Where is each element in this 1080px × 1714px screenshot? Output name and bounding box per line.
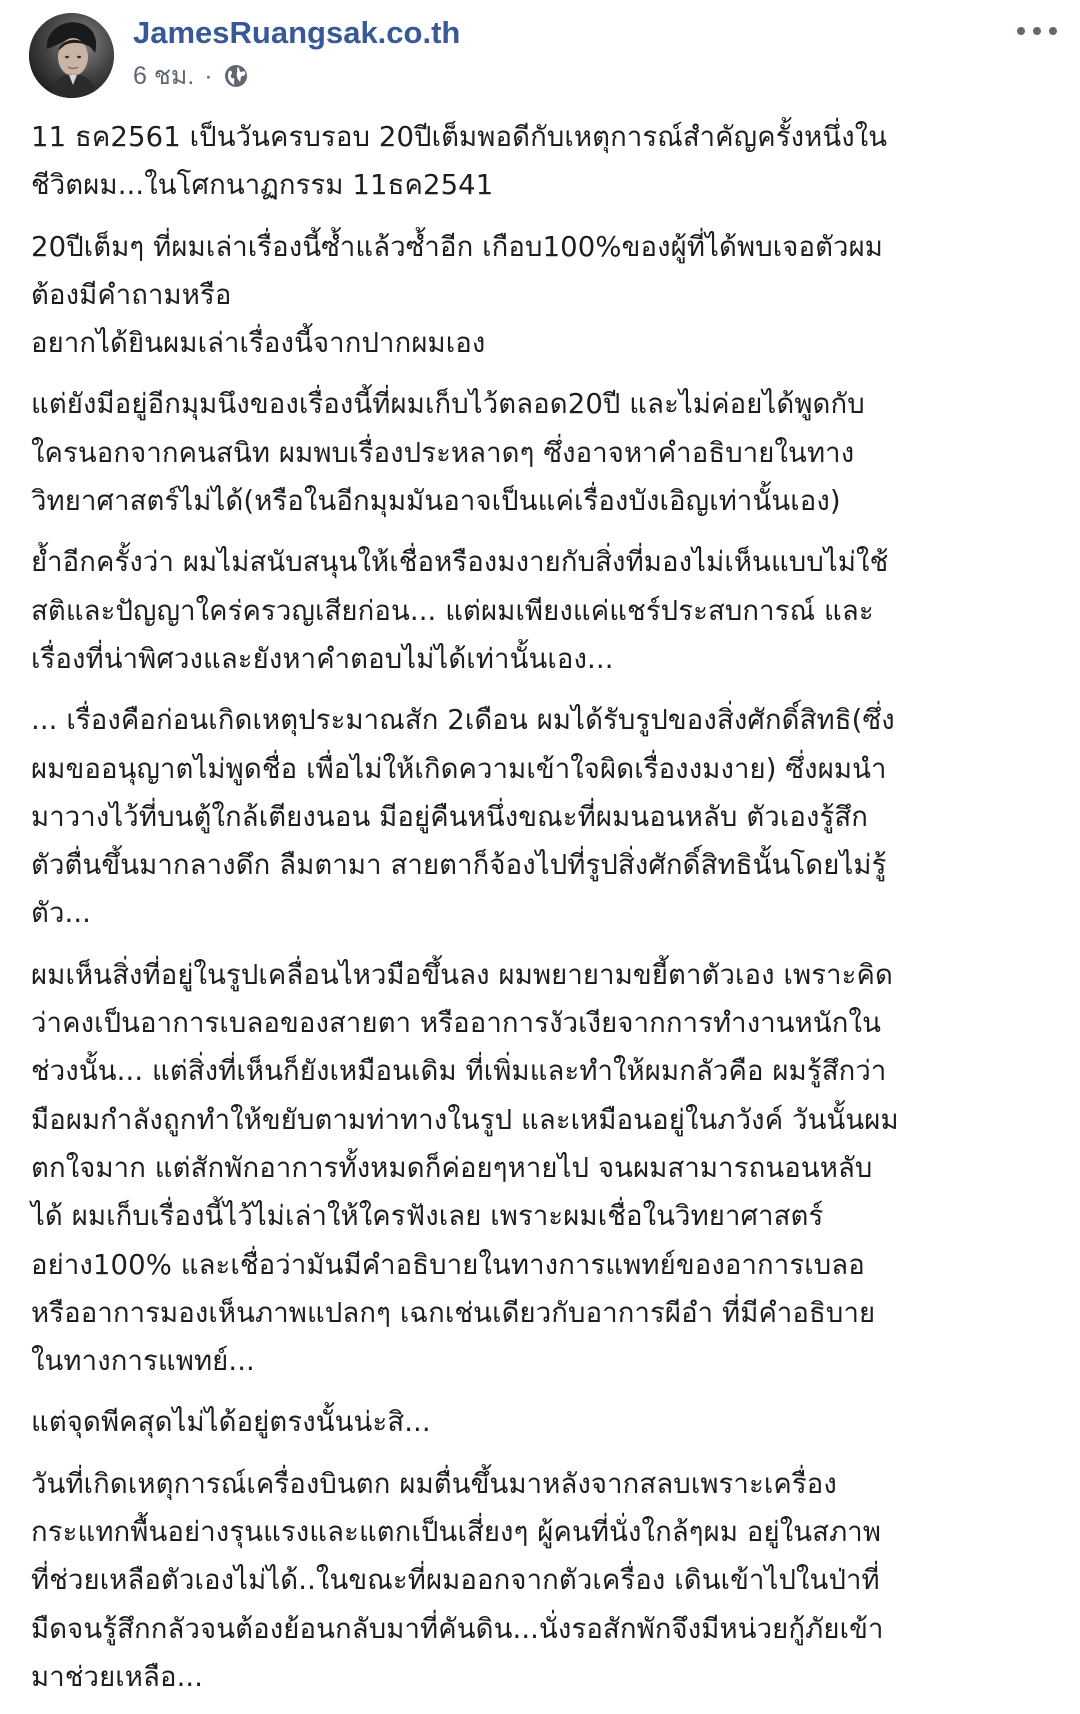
post-header bbox=[29, 13, 1059, 98]
post-paragraph-1: 11 ธค2561 เป็นวันครบรอบ 20ปีเต็มพอดีกับเหตุการณ์สำคัญครั้งหนึ่งใน ชีวิตผม...ในโศกนาฏกรรม 11ธค2541 bbox=[31, 121, 888, 202]
meta-separator: · bbox=[204, 61, 213, 90]
author-avatar[interactable] bbox=[29, 13, 114, 98]
post-body bbox=[31, 113, 1046, 1714]
more-dot bbox=[1017, 27, 1025, 35]
globe-icon[interactable] bbox=[223, 63, 249, 89]
post-paragraph-5: ... เรื่องคือก่อนเกิดเหตุประมาณสัก 2เดือน ผมได้รับรูปของสิ่งศักดิ์สิทธิ(ซึ่ง ผมขออนุญาตไม่พูดชื่อ เพื่อไม่ให้เกิดความเข้าใจผิดเรื่องงมงาย) ซึ่งผมนำ มาวางไว้ที่บนตู้ใกล้เตียงนอน มีอยู่คืนหนึ่งขณะที่ผมนอนหลับ ตัวเองรู้สึก ตัวตื่นขึ้นมากลางดึก ลืมตามา สายตาก็จ้องไปที่รูปสิ่งศักดิ์สิทธินั้นโดยไม่รู้ ตัว... bbox=[31, 704, 895, 930]
post-meta bbox=[133, 59, 249, 93]
post-paragraph-8: วันที่เกิดเหตุการณ์เครื่องบินตก ผมตื่นขึ้นมาหลังจากสลบเพราะเครื่อง กระแทกพื้นอย่างรุนแรงและแตกเป็นเสี่ยงๆ ผู้คนที่นั่งใกล้ๆผม อยู่ในสภาพ ที่ช่วยเหลือตัวเองไม่ได้..ในขณะที่ผมออกจากตัวเครื่อง เดินเข้าไปในป่าที่ มืดจนรู้สึกกลัวจนต้องย้อนกลับมาที่คันดิน...นั่งรอสักพักจึงมีหน่วยกู้ภัยเข้า มาช่วยเหลือ... bbox=[31, 1467, 884, 1693]
avatar-portrait-image bbox=[29, 13, 114, 98]
more-dot bbox=[1033, 27, 1041, 35]
more-options-icon[interactable] bbox=[1017, 19, 1057, 43]
author-name-link[interactable]: JamesRuangsak.co.th bbox=[133, 15, 461, 50]
post-paragraph-2: 20ปีเต็มๆ ที่ผมเล่าเรื่องนี้ซ้ำแล้วซ้ำอีก เกือบ100%ของผู้ที่ได้พบเจอตัวผม ต้องมีคำถามหรือ อยากได้ยินผมเล่าเรื่องนี้จากปากผมเอง bbox=[31, 230, 884, 360]
post-paragraph-4: ย้ำอีกครั้งว่า ผมไม่สนับสนุนให้เชื่อหรืองมงายกับสิ่งที่มองไม่เห็นแบบไม่ใช้ สติและปัญญาใคร่ครวญเสียก่อน... แต่ผมเพียงแค่แชร์ประสบการณ์ และ เรื่องที่น่าพิศวงและยังหาคำตอบไม่ได้เท่านั้นเอง... bbox=[31, 546, 889, 675]
post-paragraph-6: ผมเห็นสิ่งที่อยู่ในรูปเคลื่อนไหวมือขึ้นลง ผมพยายามขยี้ตาตัวเอง เพราะคิด ว่าคงเป็นอาการเบลอของสายตา หรืออาการงัวเงียจากการทำงานหนักใน ช่วงนั้น... แต่สิ่งที่เห็นก็ยังเหมือนเดิม ที่เพิ่มและทำให้ผมกลัวคือ ผมรู้สึกว่า มือผมกำลังถูกทำให้ขยับตามท่าทางในรูป และเหมือนอยู่ในภวังค์ วันนั้นผม ตกใจมาก แต่สักพักอาการทั้งหมดก็ค่อยๆหายไป จนผมสามารถนอนหลับ ได้ ผมเก็บเรื่องนี้ไว้ไม่เล่าให้ใครฟังเลย เพราะผมเชื่อในวิทยาศาสตร์ อย่าง100% และเชื่อว่ามันมีคำอธิบายในทางการแพทย์ของอาการเบลอ หรืออาการมองเห็นภาพแปลกๆ เฉกเช่นเดียวกับอาการผีอำ ที่มีคำอธิบาย ในทางการแพทย์... bbox=[31, 958, 899, 1378]
post-timestamp[interactable]: 6 ชม. bbox=[133, 62, 195, 90]
post-paragraph-3: แต่ยังมีอยู่อีกมุมนึงของเรื่องนี้ที่ผมเก็บไว้ตลอด20ปี และไม่ค่อยได้พูดกับ ใครนอกจากคนสนิท ผมพบเรื่องประหลาดๆ ซึ่งอาจหาคำอธิบายในทาง วิทยาศาสตร์ไม่ได้(หรือในอีกมุมมันอาจเป็นแค่เรื่องบังเอิญเท่านั้นเอง) bbox=[31, 388, 865, 518]
post-paragraph-7: แต่จุดพีคสุดไม่ได้อยู่ตรงนั้นน่ะสิ... bbox=[31, 1406, 431, 1439]
more-dot bbox=[1049, 27, 1057, 35]
